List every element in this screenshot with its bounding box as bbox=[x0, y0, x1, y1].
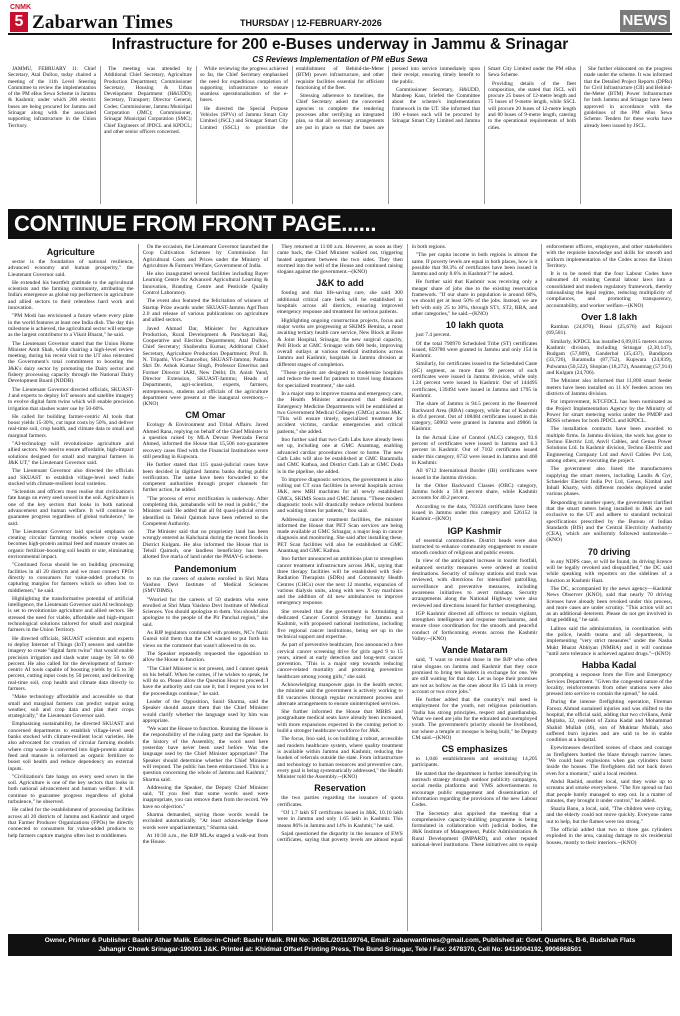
section-paragraph: As part of preventive healthcare, Itoo announced a free cervical cancer screening drive for girls aged 9 to 15 years, aimed at early detection and long-term cancer prevention. "This is a major step towards reducing cancer-related mortality and promoting preventive healthcare among young girls," she said. bbox=[277, 642, 403, 680]
section-title: Over 1.8 lakh bbox=[581, 311, 638, 322]
masthead-rule bbox=[8, 33, 672, 35]
lead-paragraph: JAMMU, FEBRUARY 11: Chief Secretary, Atal Dulloo, today chaired a meeting of the 11th Level Steering Committee to review the implementation of the PM eBus Sewa Scheme in Jammu & Kashmir, under which 200 electric buses are being procured for Jammu and Srinagar along with the associated supporting infrastructure in the Union Territory. bbox=[8, 66, 96, 129]
section-paragraph: The government also listed the manufacturers supplying the smart meters, including Landis & Gyr, Schneider Electric India Pvt Ltd, Genus, Kimbal and Inhall Kharty, with different models deployed under various phases. bbox=[546, 466, 672, 498]
section-paragraph: the two parties regarding the issuance of quota certificates. bbox=[277, 795, 403, 808]
section-paragraph: Emphasising sustainability, he directed SKUAST and concerned departments to establish village-level seed banks stocked with climate-resilient local varieties. He also advocated for creation of circular farming models where crop waste is converted into high-protein animal feed and manure is reformed as organic fertilizer to boost soil health and reduce dependency on external inputs. bbox=[8, 721, 134, 772]
section-paragraph: "These projects are designed to modernize hospitals and reduce the need for patients to travel long distances for specialized treatment," she said. bbox=[277, 370, 403, 389]
section-paragraph: said, "I want to remind those in the BJP who often raise slogans on Jammu and Kashmir that they once promised to bring ten leaders in exchange for one. We are still waiting for that day. Let us hope their promises are not as hollow as the ones about Rs 15 lakh in every account or two crore jobs." bbox=[411, 657, 538, 695]
section-paragraph: On the occasion, the Lieutenant Governor launched the Crop Cultivation Schemes by Commission for Agricultural Costs and Prices under the Ministry of Agriculture & Farmers Welfare, Government of India. bbox=[142, 244, 269, 269]
imprint-footer bbox=[8, 934, 672, 956]
section-paragraph: She revealed that the government is formulating a dedicated Cancer Control Strategy for Jammu and Kashmir, with proposed national institutions, including five regional cancer institutions, being set up in the technical support and expertise. bbox=[277, 608, 403, 640]
section-paragraph: "Scientists and officers must realise that civilization's fate hangs on every seed sowed in the soil. Agriculture is one of the key sectors that looks in both national advancement and human welfare. It will continue to guarantee progress regardless of global turbulence," he said. bbox=[8, 489, 134, 527]
imprint-line-2: Jahangir Chowk Srinagar-190001 J&K. Printed at: Khidmat Offset Printing Press, The Bund Srinagar, Tele / Fax: 2478370, Cell No: 9419004192, 9906868501 bbox=[98, 946, 582, 953]
section-paragraph: Similarly, KPDCL has installed 6,09,015 meters across Kashmir division, including Srinagar (2,30,147), Budgam (57,809), Ganderbal (35,437), Bandipora (33,726), Baramulla (87,752), Kupwara (24,839), Pulwama (50,522), Shopian (18,272), Anantnag (57,914) and Kulgam (24,706). bbox=[546, 338, 672, 377]
section-paragraph: The focus, Itoo said, is on building a robust, accessible and modern healthcare system, where quality treatment is available within Jammu and Kashmir, reducing the burden of referrals outside the state. From infrastructure and technology to human resources and preventive care, every goal is being systematically addressed," the Health Minister told the Assembly.--(KNO) bbox=[277, 736, 403, 781]
section-paragraph: The Lieutenant Governor stated that the Union Home Minister Amit Shah, while chairing a high-level review meeting, during his recent visit to the UT also reiterated the Government's total commitment to boosting the J&K's dairy sector by promoting the Dairy sector and fishery processing capacity through the National Dairy Development Board (NDDB). bbox=[8, 340, 134, 385]
lead-paragraph: Stressing adherence to timelines, the Chief Secretary asked the concerned agencies to complete the tendering processes after certifying an integrated plan, so that all necessary arrangements are put in place so that the buses are pressed into service immediately upon their receipt, ensuring timely benefit to the public. bbox=[296, 66, 480, 131]
section-title: Pandemonium bbox=[174, 563, 237, 574]
section-paragraph: The Secretary also apprised the meeting that a comprehensive capacity-building programme is being formulated in collaboration with judicial bodies, the J&K Institute of Management, Public Administration & Rural Development (IMPARD), and other reputed national-level institutions. These initiatives aim to equip enforcement officers, employers, and other stakeholders with the requisite knowledge and skills for smooth and uniform implementation of the Codes across the Union Territory. bbox=[411, 244, 672, 849]
section-paragraph: in any NDPS case, or will be found, its driving licence will be legally revoked and disqualified," the DC said while speaking with reporters on the sidelines of a function at Kashmir Haat. bbox=[546, 558, 672, 584]
section-paragraph: Addressing the Speaker, the Deputy Chief Minister said, "If you feel that some words used were inappropriate, you can remove them from the record. We have no objection." bbox=[142, 784, 269, 810]
section-title: 70 driving bbox=[587, 546, 631, 557]
dateline: THURSDAY | 12-FEBRUARY-2026 bbox=[240, 18, 382, 28]
section-paragraph: Eyewitnesses described scenes of chaos and courage as firefighters battled the blaze through narrow lanes. "We could hear explosions when gas cylinders burst inside the houses. The firefighters did not back down even for a moment," said a local resident. bbox=[546, 745, 672, 777]
section-paragraph: "Make technology affordable and accessible so that small and marginal farmers can predict output using weather, soil and crop data and plan their crops strategically," the Lieutenant Governor said. bbox=[8, 694, 134, 720]
section-paragraph: sector is the foundation of national resilience, advanced economy and human prosperity," the Lieutenant Governor said. bbox=[8, 259, 134, 278]
section-paragraph: Responding to another query, the government clarified that the smart meters being installed in J&K are not exclusive to the UT and adhere to standard technical specifications prescribed by the Bureau of Indian Standards (BIS) and the Central Electricity Authority (CEA), which are uniformly followed nationwide.--(KNO) bbox=[546, 499, 672, 544]
section-paragraph: Shazia Banu, a local, said, "The children were crying, and the elderly could not move quickly. Everyone came out to help, but the flames were too strong." bbox=[546, 806, 672, 825]
section-paragraph: He further said that Kashmir was receiving only a meager share of jobs due to the existing reservation framework. "If our share in population is around 60%, we should get at least 50% of the jobs. Instead, we are left with only 25 to 30%, through ST1, ST2, RBA, and other categories," he said.--(KNO) bbox=[411, 279, 538, 317]
section-paragraph: prompting a response from the Fire and Emergency Services Department. "Given the congested nature of the locality, reinforcements from other stations were also pressed into service to contain the spread," he said. bbox=[546, 672, 672, 698]
section-tag: NEWS bbox=[620, 10, 670, 32]
continuation-body bbox=[8, 244, 672, 931]
section-paragraph: According to the data, 783324 certificates have been issued in Jammu under this category and 526152 in Kashmir.--(KNO) bbox=[411, 503, 538, 523]
section-title: 10 lakh quota bbox=[445, 320, 504, 331]
section-paragraph: The Lieutenant Governor laid special emphasis on creating circular farming models where crop waste becomes high-protein animal feed and manure creates an organic fertilizer-boosting soil health or site, eliminating environmental impact. bbox=[8, 528, 134, 561]
section-paragraph: Lalitoo said the administration, in coordination with the police, health teams and all departments, is implementing "very strict measures" under the Nasha Mukt Bharat Abhiyan (NMBA) and it will continue "until zero tolerance is achieved against drugs."--(KNO) bbox=[546, 625, 672, 657]
section-paragraph: As BJP legislators continued with protests, NC's Nazir Gurezi told them that the CM wanted to put forth his views on the comment that wasn't allowed to do so. bbox=[142, 630, 269, 649]
section-paragraph: The official added that two to three gas cylinders exploded in the area, causing damage to six residential houses, mostly to their interiors.--(KNO) bbox=[546, 827, 672, 846]
section-paragraph: Of the total 790970 Scheduled Tribe (ST) certificates issued, 659780 were granted in Jammu and only 154 in Kashmir. bbox=[411, 340, 538, 360]
page-number: 5 bbox=[10, 12, 28, 32]
section-paragraph: Addressing cancer treatment facilities, the minister informed the House that PET Scan services are being made available at GMC Srinagar, a major leap in cancer diagnosis and monitoring. She said after installing these, PET Scan facilities will also be established at GMC Anantnag and GMC Kathua. bbox=[277, 516, 403, 555]
section-paragraph: Leader of the Opposition, Sunil Sharma, said the Speaker should assure them that the Chief Minister would clarify whether the language used by him was appropriate. bbox=[142, 699, 269, 724]
section-title: Agriculture bbox=[46, 247, 95, 257]
section-paragraph: For improvement, KTCFDCL has been nominated as the Project Implementation Agency by the Ministry of Power for smart metering works under the PMDP and RDSS schemes for both JPDCL and KPDCL. bbox=[546, 399, 672, 425]
section-paragraph: He called for building farmer-centric AI tools that boost yields 15-30%, cut input costs by 50%, and deliver real-time soil, crop health, and climate data to small and marginal farmers. bbox=[8, 413, 134, 439]
paper-name: Zabarwan Times bbox=[32, 12, 173, 33]
section-paragraph: In the Actual Line of Control (ALC) category, 93.6 percent of certificates were issued in Jammu and 6.3 percent in Kashmir. Out of 7102 certificates issued under this category, 6732 were issued in Jammu and 460 in Kashmir. bbox=[411, 434, 538, 466]
imprint-line-1: Owner, Printer & Publisher: Bashir Athar Malik. Editor-in-Chief: Bashir Malik. RNI No: JKBIL/2011/39764, Email: zabarwantimes@gmail.com, Published at: Govt. Quarters, B-6, Budshah Flats bbox=[44, 937, 636, 944]
section-paragraph: to run the careers of students enrolled in Shri Mata Vaishno Devi Institute of Medical Sciences (SMVDIMS). bbox=[142, 575, 269, 595]
section-paragraph: He directed officials, SKUAST scientists and experts to deploy Internet of Things (IoT) sensors and satellite imagery to create "digital farm twins" that would enable precision irrigation and slash water usage by 50 to 60 percent. He also called for the development of farmer-centric AI tools capable of boosting yields by 15 to 30 percent, cutting input costs by 50 percent, and delivering real-time soil, crop health and climate data directly to farmers. bbox=[8, 635, 134, 692]
section-paragraph: The event also featured the felicitation of winners of Startup Prize awards under SKUAST-Jammu AgriThon 2.0 and release of various publications on agriculture and allied sectors. bbox=[142, 298, 269, 324]
section-paragraph: He further added that the country's real need is employment for the youth, not religious polarisation. "India has strong principles, respect and guardianship. What we need are jobs for the educated and unemployed youth. The government's priority should be livelihood, not where a temple or mosque is being built," he Deputy CM said.--(KNO) bbox=[411, 697, 538, 741]
section-paragraph: "PM Modi has envisioned a future where every plate in the world features at least one India dish. The day this milestone is achieved, the agricultural sector will emerge as the largest contributor to a Viksit Bharat," he said. bbox=[8, 313, 134, 339]
section-title: CM Omar bbox=[185, 410, 226, 421]
section-paragraph: She further informed the House that MBBS and postgraduate medical seats have already been increased, with more expansions expected in the coming period to build a stronger healthcare workforce for J&K. bbox=[277, 709, 403, 735]
section-paragraph: The installation contracts have been awarded to multiple firms. In Jammu division, the work has gone to Techno Electric Ltd, Anvil Cables, and Genus Power Solutions Ltd. In Kashmir division, Techno Electric and Engineering Company Ltd and Anvil Cables Pvt Ltd, among others, are executing the project. bbox=[546, 426, 672, 464]
lead-paragraph: The meeting was attended by Additional Chief Secretary, Agriculture Production Department; Commissioner Secretary, Housing & Urban Development Department (H&UDD); Secretary, Transport; Director General, Codes; Commissioner, Jammu Municipal Corporation (JMC); Commissioner, Srinagar Municipal Corporation (SMC); Chief Engineers of JPDCL and KPDCL; and other senior officers concerned. bbox=[104, 66, 192, 135]
section-paragraph: In a major step to improve trauma and emergency care, the Health Minister announced that dedicated Emergency Medicine Departments will be established at two Government Medical Colleges (GMCs) across J&K. "This will ensure timely, specialized treatment for accident victims, cardiac emergencies and critical patients," she added. bbox=[277, 390, 403, 435]
section-paragraph: He further stated that 115 quasi-judicial cases have been decided in digitized Jammu banks during public verification. The same have been forwarded to the competent authorities through proper channels for further action, he added. bbox=[142, 462, 269, 494]
masthead bbox=[8, 4, 672, 34]
section-paragraph: "AI-technology will revolutionize agriculture and allied sectors. We need to ensure affordable, high-impact solutions designed for small and marginal farmers in J&K UT," the Lieutenant Governor said. bbox=[8, 441, 134, 466]
section-paragraph: "The per capita income in both regions is almost the same. If poverty levels are equal in both places, how is it possible that 98.3% of certificates have been issued in Jammu and only 8.6% in Kashmir?" he asked. bbox=[411, 252, 538, 278]
section-paragraph: Acknowledging manpower gaps in the health sector, the minister said the government is actively working to fill vacancies through regular recruitment process and alternate arrangements to ensure uninterrupted services. bbox=[277, 682, 403, 707]
section-paragraph: He also inaugurated several facilities including Bayer Learning Centre for Advanced Agricultural Learning & Innovation, Branding Centre and Pesticide Quality Control Laboratory. bbox=[142, 271, 269, 297]
section-title: CS emphasizes bbox=[441, 744, 508, 755]
section-paragraph: Sharma demanded, saying those words would be excluded automatically. "At least acknowledge those words were unparliamentary," Sharma said. bbox=[142, 812, 269, 831]
section-paragraph: The DC, accompanied by the news agency—Kashmir News Observer (KNO), said that nearly 70 driving licenses have already been revoked under this process, and more cases are under scrutiny. "This action will act as an additional deterrent. Please do not get involved in drug peddling," he said. bbox=[546, 585, 672, 624]
lead-credit: CS Reviews Implementation of PM eBus Sewa bbox=[252, 55, 428, 64]
section-paragraph: of essential commodities. District heads were also instructed to enhance community engagement to ensure smooth conduct of religious and public events. bbox=[411, 537, 538, 557]
section-paragraph: Abdul Rashid, another local, said they woke up to screams and smoke everywhere. "The fire spread so fast that people barely managed to step out. In a matter of minutes, they brought it under control," he added. bbox=[546, 778, 672, 804]
section-paragraph: "The Chief Minister is not present, and I cannot speak on his behalf. When he comes, if he wishes to speak, he will do so. Please allow the Question Hour to proceed. I have the authority and can use it, but I request you to let the proceedings continue," he said. bbox=[142, 665, 269, 697]
section-paragraph: Ecology & Environment and Tribal Affairs. Javed Ahmed Rana, replying on behalf of the Chief Minister to a question raised by MLA Devsar Peerzada Feroz Ahmed, informed the House that 15,506 non-guarantee recovery cases filed with the Financial Institutions were still pending in Kupwara. bbox=[142, 422, 269, 460]
lead-paragraph: She further elaborated on the progress made under the scheme. It was informed that the Detailed Project Reports (DPRs) for Civil Infrastructure (CII) and Behind-the-Meter (BTM) Power Infrastructure for both Jammu and Srinagar have been approved in accordance with the guidelines of the PM eBus Sewa Scheme. Tenders for these works have already been issued by JSCL. bbox=[584, 66, 672, 129]
section-paragraph: During the intense firefighting operation, Fireman Farooz Ahmad sustained injuries and was shifted to the hospital, the official said, adding that two civilians, Amir Mujtaba, 32, resident of Zaina Kadal and Mohammad Shahid Mullah (46), son of Mukhtar Mullah, also suffered burn injuries and are said to be in stable condition at a hospital. bbox=[546, 699, 672, 744]
section-paragraph: "Civilization's fate hangs on every seed sown in the soil. Agriculture is one of the key sectors that looks in both national advancement and human welfare. It will continue to guarantee progress regardless of global turbulence," he observed. bbox=[8, 773, 134, 806]
section-paragraph: He called for the establishment of processing facilities across all 20 districts of Jammu and Kashmir and urged that Farmer Producer Organizations (FPOs) be directly connected to consumers for value-added products to help farmers capture margins often lost to middlemen. bbox=[8, 807, 134, 839]
section-paragraph: He extended his heartfelt gratitude to the agricultural scientists and the farming community, attributing the India's emergence as global top performers in agriculture and allied sectors to their relentless hard work and innovation. bbox=[8, 279, 134, 312]
cnmk-logo: CNMK bbox=[10, 4, 31, 11]
section-title: Habba Kadal bbox=[581, 660, 637, 671]
section-title: Vande Mataram bbox=[441, 645, 508, 656]
section-paragraph: All 6712 International Border (IB) certificates were issued in the Jammu division. bbox=[411, 468, 538, 481]
section-paragraph: He stated that the department is further intensifying its outreach strategy through outdoor publicity campaigns, social media platforms and VMS advertisements to encourage public engagement and dissemination of information regarding the provisions of the new Labour Codes. bbox=[411, 770, 538, 809]
section-paragraph: At 10:30 a.m., the BJP MLAs staged a walk-out from the House. bbox=[142, 832, 269, 846]
section-paragraph: Highlighting ongoing construction projects, focus and major works are progressing at SKIMS Bemina, a most awaiting tertiary health care service, New Block at Bone & Joint Hospital, Srinagar, the new surgical capacity, Pell Block at GMC Srinagar with 600 beds, improving overall outlays at various medical institutions across Jammu and Kashmir, hospitals in Jammu division at different stages of completion. bbox=[277, 317, 403, 368]
section-paragraph: Ramban (24,870), Reasi (25,676) and Rajouri (69,581). bbox=[546, 323, 672, 337]
section-paragraph: The Lieutenant Governor also directed the officials and SKUAST to establish village-level seed hubs stocked with climate-resilient local varieties. bbox=[8, 468, 134, 487]
section-paragraph: Javed Ahmad Dar, Minister for Agriculture Production, Rural Development & Panchayati Raj, Cooperative and Election Departments; Atal Dulloo, Chief Secretary; Shailendra Kumar, Additional Chief Secretary, Agriculture Production Department; Prof. B. N. Tripathi, Vice-Chancellor, SKUAST-Jammu; Padma Shri Dr. Ashok Kumar Singh, Professor Emeritus and Former Director IARI, New Delhi; Dr. Anish Yand, Director Extension, SKUAST-Jammu; Heads of Departments, agri-scientists, experts, farmers, entrepreneurs, students and officials of the agriculture department were present at the inaugural ceremony.--(KNO) bbox=[142, 325, 269, 408]
section-paragraph: To improve diagnostic services, the government is also rolling out CT scan facilities in several hospitals across J&K, new MRI machines for all newly established GMCs, SKIMS Soura and GMC Jammu. "These modern diagnostic tools will drastically reduce referral burdens and waiting times for patients," Itoo said. bbox=[277, 476, 403, 515]
section-paragraph: The Minister also informed that 11,800 smart feeder meters have been installed on 11 kV feeders across ten districts of Jammu division. bbox=[546, 378, 672, 397]
section-paragraph: "Continued focus should be on building processing facilities in all 20 districts and we must connect FPOs directly to consumers for value-added products to capturing margins for farmers which so often lost to middlemen," he said. bbox=[8, 562, 134, 594]
lead-paragraph: He directed the Special Purpose Vehicles (SPVs) of Jammu Smart City Limited (JSCL) and Srinagar Smart City Limited (SSCL) to prioritize the establishment of Behind-the-Meter (BTM) power infrastructure, and other requisite facilities essential for efficient functioning of the fleet. bbox=[200, 66, 384, 131]
section-paragraph: Sajad questioned the disparity in the issuance of EWS certificates, saying that poverty levels are almost equal in both regions. bbox=[277, 244, 447, 844]
section-paragraph: IGP Kashmir directed all officers to remain vigilant, strengthen intelligence and response mechanisms, and ensure close coordination for the smooth and peaceful conduct of forthcoming events across the Kashmir Valley.--(KNO) bbox=[411, 610, 538, 643]
section-paragraph: Similarly, for certificates issued to the Scheduled Caste (SC) segment, as more than 98 percent of such certificates were issued in Jammu division, while only 1.24 percent were issued in Kashmir. Out of 144495 certificates, 139494 were issued in Jammu and 1795 in Kashmir. bbox=[411, 361, 538, 399]
section-paragraph: "Of 1.7 lakh ST certificates issued in J&K, 10.16 lakh were in Jammu and only 1.65 lakh in Kashmir. This means 86% in Jammu and 14% in Kashmir," he said. bbox=[277, 810, 403, 829]
section-paragraph: The Minister said that no proprietary land has been wrongly entered as Kahcharai during the recent floods in District Kulgam. He also informed the House that in Tehsil Qaimoh, one landless beneficiary has been allotted five marla of land under the PMAY-G scheme. bbox=[142, 529, 269, 561]
section-title: J&K to add bbox=[316, 278, 364, 289]
lead-paragraph: Providing details of the fleet composition, she stated that JSCL will procure 25 buses of 12-metre length and 75 buses of 9-metre length, while SSCL will procure 20 buses of 12-metre length and 80 buses of 9-metre length, catering to the operational requirements of both cities. bbox=[488, 80, 576, 131]
section-paragraph: "The process of error rectification is underway. After completing this, jamabandis will be read in public," the Minister said. He added that all 84 quasi-judicial errors identified in Tehsil Qaimoh have been referred to the Competent Authority. bbox=[142, 495, 269, 527]
section-paragraph: It is to be noted that the four Labour Codes have subsumed 44 existing Central labour laws into a consolidated and modern regulatory framework, thereby rationalising the legal regime, reducing multiplicity of compliances, and promoting transparency, accountability, and worker welfare.--(KNO) bbox=[546, 271, 672, 309]
section-paragraph: Itoo further said that two Cath Labs have already been set up, including one at GMC Anantnag, enabling advanced cardiac procedures closer to home. The new Cath Labs will also be established at GMC Baramulla and GMC Kathua, and District Cath Lab at GMC Doda is in the pipeline, she added. bbox=[277, 437, 403, 475]
section-paragraph: "We want the House to function. Running the House is the responsibility of the ruling party and the Speaker. In the history of the Assembly, the word used here yesterday have never been used before. Was the language used by the Chief Minister appropriate? The Speaker should determine whether the Chief Minister will respond. The public has been embarrassed. This is a question concerning the whole of Jammu and Kashmir," Sharma said. bbox=[142, 726, 269, 783]
lead-story-body bbox=[8, 66, 672, 204]
lead-paragraph: Commissioner Secretary, H&UDD, Mandeep Kaur, briefed the Committee about the scheme's implementation framework in the UT. She informed that 100 e-buses each will be procured by Srinagar Smart City Limited and Jammu Smart City Limited under the PM eBus Sewa Scheme. bbox=[392, 66, 576, 125]
section-paragraph: In view of the anticipated increase in tourist footfall, enhanced security measures were ordered at tourist destinations. Security of railway stations and track was reviewed, with directions for intensified patrolling, surveillance and preventive measures, including awareness initiatives to avert mishaps. Security arrangements along the National Highway were also reviewed and directions issued for further strengthening. bbox=[411, 558, 538, 609]
section-paragraph: Itoo further announced an ambitious plan to strengthen cancer treatment infrastructure across J&K, saying that three therapy facilities will be established with Sub-Radiation Therapists (SDRs) and Community Health Centres (CHCs) over the next 12 months, expansion of various dialysis units, along with new X-ray machines and the addition of 44 new ambulances to improve emergency response. bbox=[277, 556, 403, 607]
section-title: Reservation bbox=[314, 783, 366, 794]
section-title: IGP Kashmir bbox=[447, 525, 502, 536]
section-paragraph: footing and that life-saving care, she said 300 additional critical care beds will be established in hospitals across all districts, ensuring improved emergency response and treatment for serious patients. bbox=[277, 290, 403, 316]
continue-banner: CONTINUE FROM FRONT PAGE...... bbox=[8, 209, 672, 239]
section-paragraph: just 7.4 percent. bbox=[415, 332, 451, 339]
section-paragraph: The Speaker repeatedly requested the opposition to allow the House to function. bbox=[142, 650, 269, 664]
section-paragraph: The share of Jammu is 94.5 percent in the Reserved Backward Area (RBA) category, while that of Kashmir is 49.4 percent. Out of 108484 certificates issued in this category, 50902 were granted in Jammu and 49866 in Kashmir. bbox=[411, 401, 538, 433]
section-paragraph: "Worried for the careers of 50 students who were enrolled at Shri Mata Vaishno Devi Institute of Medical Sciences. You should apologize to them. You should also apologize to the people of the Pir Panchal region," she said. bbox=[142, 596, 269, 628]
section-paragraph: to 1,046 establishments and sensitizing 14,205 participants. bbox=[411, 756, 538, 769]
section-paragraph: In the Other Backward Classes (OBC) category, Jammu holds a 59.8 percent share, while Kashmir accounts for 40.2 percent. bbox=[411, 482, 538, 502]
section-paragraph: Highlighting the transformative potential of artificial intelligence, the Lieutenant Governor said AI technology is set to revolutionize agriculture and allied sectors. He stressed the need for viable, affordable and high-impact technological solutions tailored for small and marginal farmers in the Union Territory. bbox=[8, 595, 134, 634]
section-paragraph: The Lieutenant Governor directed officials, SKUAST-J and experts to deploy IoT sensors and satellite imagery to evolve digital farm twins which will enable precision irrigation that slashes water use by 50-60%. bbox=[8, 386, 134, 412]
lead-headline: Infrastructure for 200 e-Buses underway in Jammu & Srinagar bbox=[111, 36, 569, 53]
lead-paragraph: While reviewing the progress achieved so far, the Chief Secretary emphasised the need for expeditious completion of supporting infrastructure to ensure seamless operationalisation of the e-buses. bbox=[200, 66, 288, 104]
section-paragraph: They returned at 11:00 a.m. However, as soon as they came back, the Chief Minister walked out, triggering heated argument between the two sides. They then stormed into the well of the House and continued raising slogans against the government.--(KNO) bbox=[277, 244, 403, 276]
